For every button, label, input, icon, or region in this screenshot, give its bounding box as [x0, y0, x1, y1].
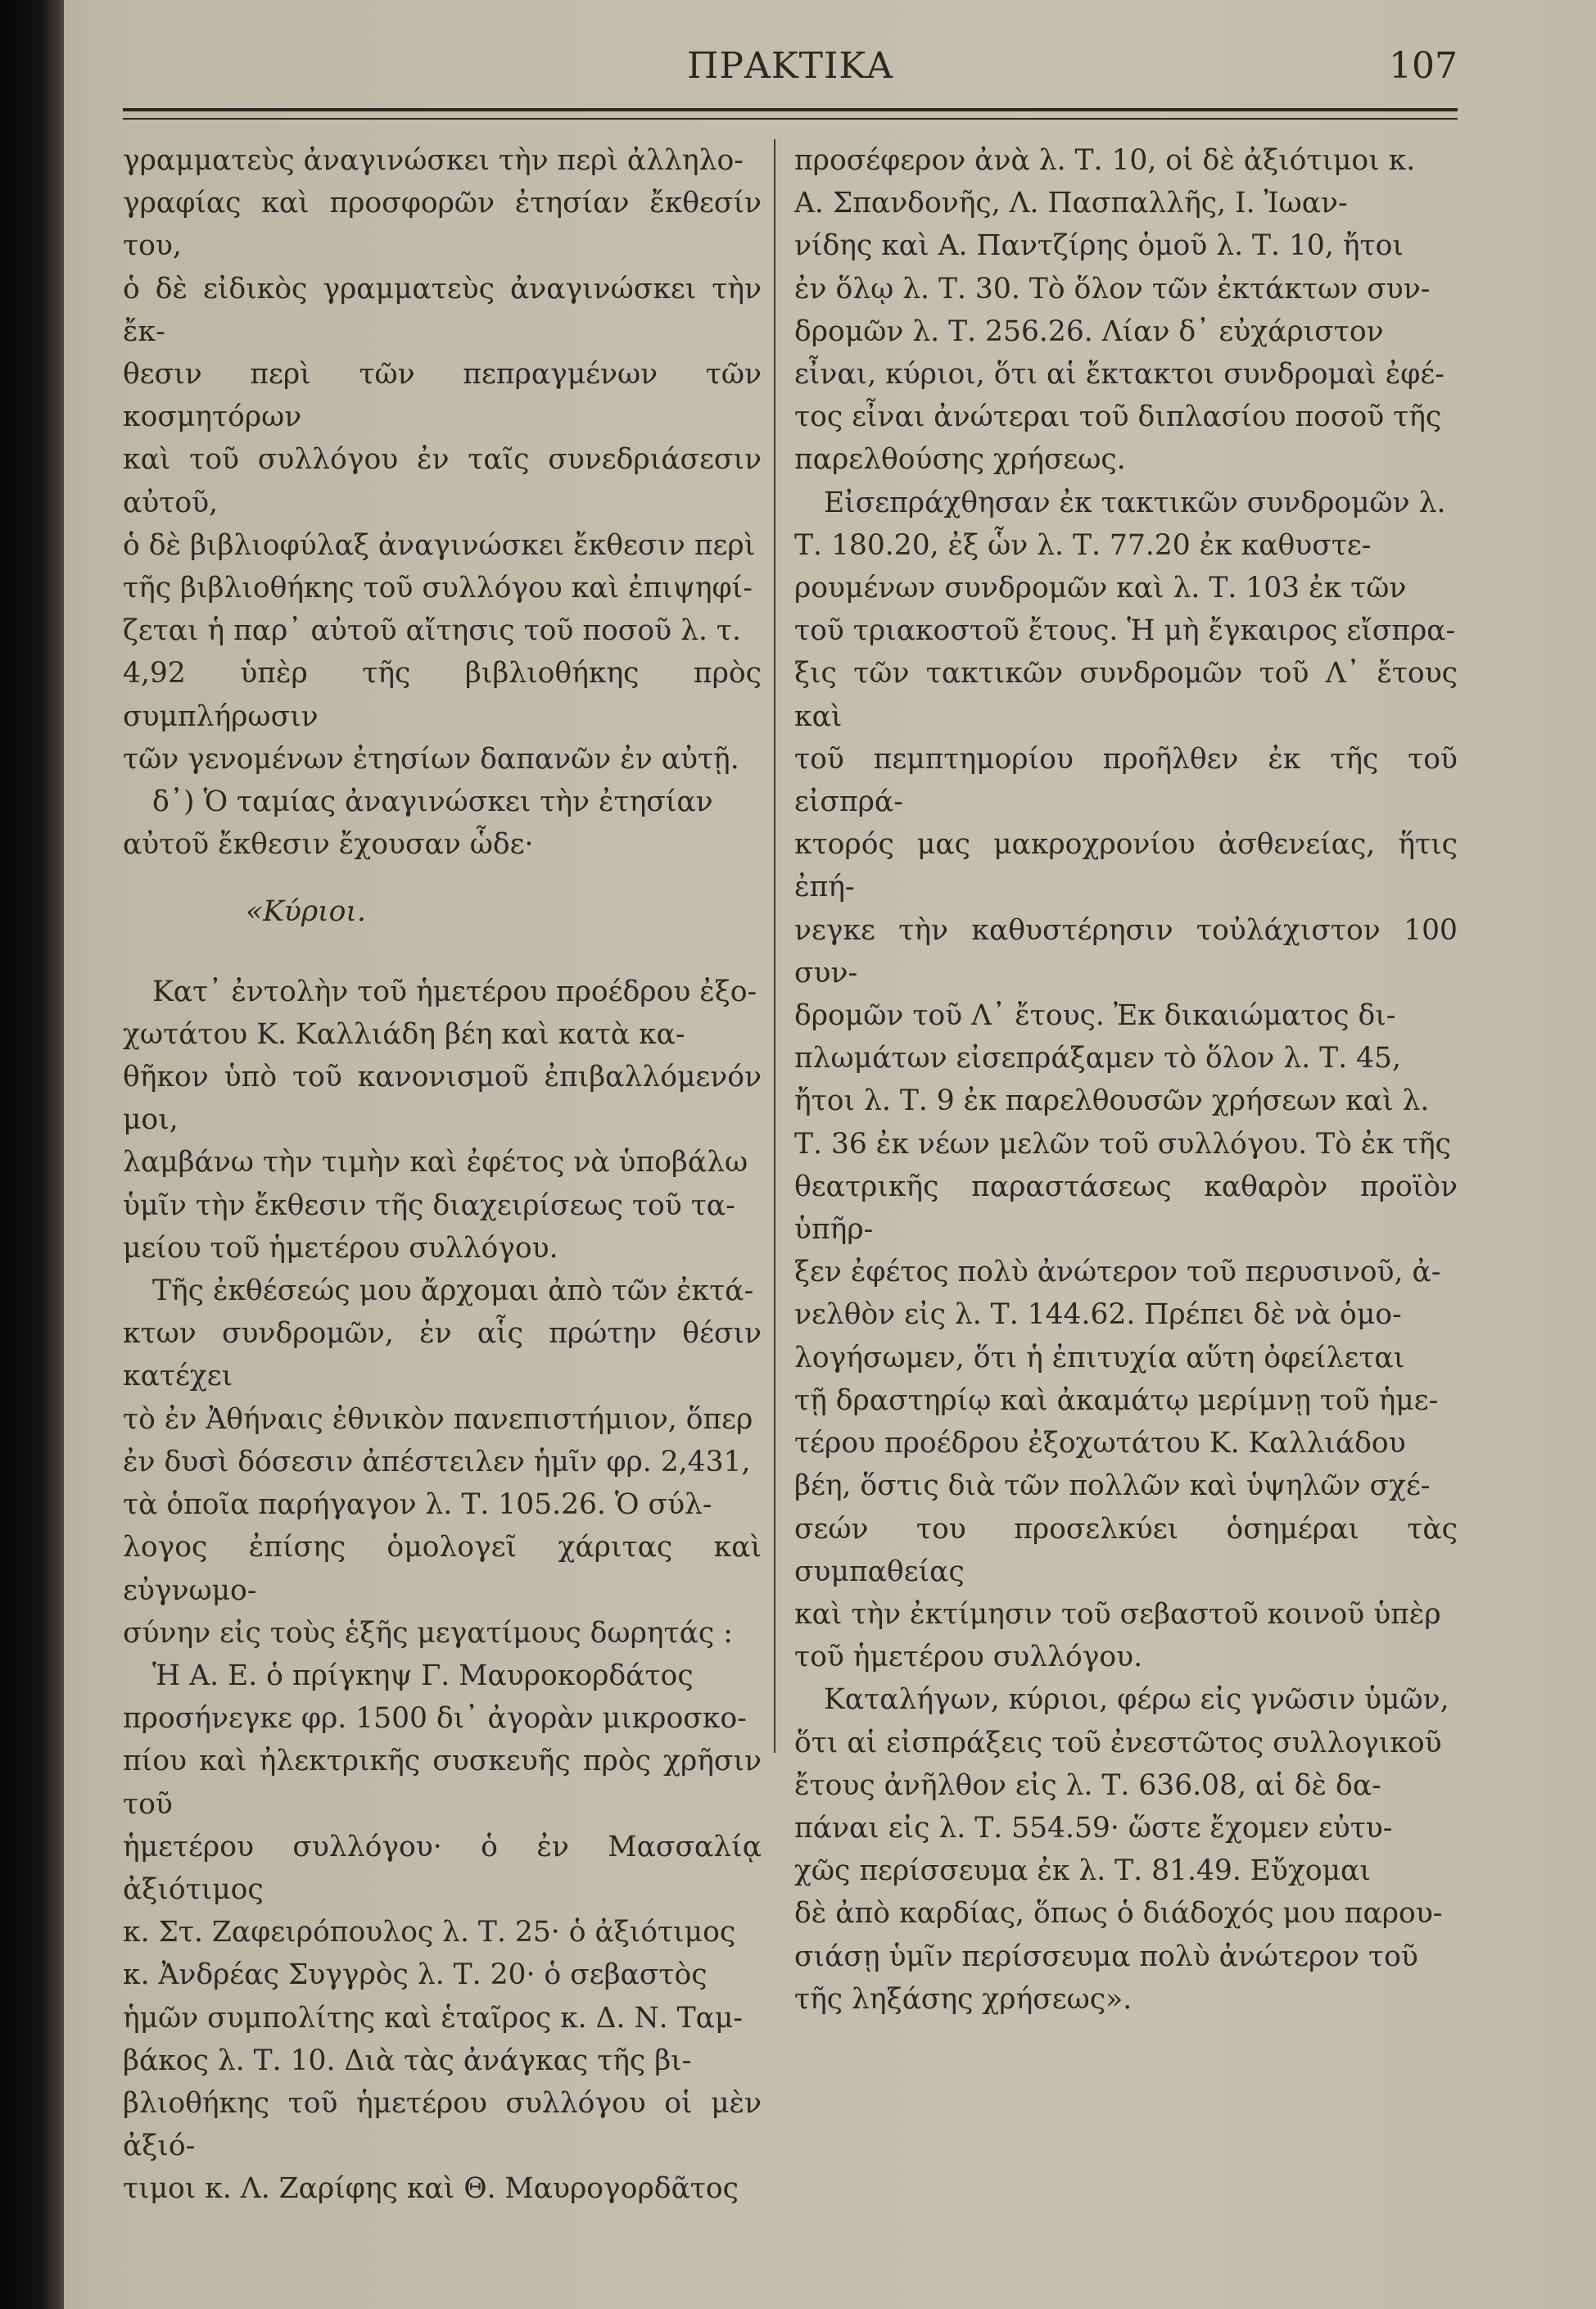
left-paragraph-5: Ἡ Α. Ε. ὁ πρίγκηψ Γ. Μαυροκορδάτος προσήνεγκε φρ. 1500 δι᾽ ἀγορὰν μικροσκο- πίου καὶ ἠλεκτρικῆς συσκευῆς πρὸς χρῆσιν τοῦ ἡμετέρου συλλόγου· ὁ ἐν Μασσαλίᾳ ἀξιότιμος κ. Στ. Ζαφειρόπουλος λ. Τ. 25· ὁ ἀξιότιμος κ. Ἀνδρέας Συγγρὸς λ. Τ. 20· ὁ σεβαστὸς ἡμῶν συμπολίτης καὶ ἑταῖρος κ. Δ. Ν. Ταμ- βάκος λ. Τ. 10. Διὰ τὰς ἀνάγκας τῆς βι- βλιοθήκης τοῦ ἡμετέρου συλλόγου οἱ μὲν ἀξιό- τιμοι κ. Λ. Ζαρίφης καὶ Θ. Μαυρογορδᾶτος [123, 1659, 762, 2206]
left-paragraph-3: Κατ᾽ ἐντολὴν τοῦ ἡμετέρου προέδρου ἐξο- χωτάτου Κ. Καλλιάδη βέη καὶ κατὰ κα- θῆκον ὑπὸ τοῦ κανονισμοῦ ἐπιβαλλόμενόν μοι, λαμβάνω τὴν τιμὴν καὶ ἐφέτος νὰ ὑποβάλω ὑμῖν τὴν ἔκθεσιν τῆς διαχειρίσεως τοῦ τα- μείου τοῦ ἡμετέρου συλλόγου. [123, 975, 762, 1265]
salutation: «Κύριοι. [246, 895, 366, 929]
page-number: 107 [1389, 45, 1458, 87]
right-paragraph-2: Εἰσεπράχθησαν ἐκ τακτικῶν συνδρομῶν λ. Τ. 180.20, ἐξ ὧν λ. Τ. 77.20 ἐκ καθυστε- ρουμένων συνδρομῶν καὶ λ. Τ. 103 ἐκ τῶν τοῦ τριακοστοῦ ἔτους. Ἡ μὴ ἔγκαιρος εἴσπρα- ξις τῶν τακτικῶν συνδρομῶν τοῦ Λ᾽ ἔτους καὶ τοῦ πεμπτημορίου προῆλθεν ἐκ τῆς τοῦ εἰσπρά- κτορός μας μακροχρονίου ἀσθενείας, ἥτις ἐπή- νεγκε τὴν καθυστέρησιν τοὐλάχιστον 100 συν- δρομῶν τοῦ Λ᾽ ἔτους. Ἐκ δικαιώματος δι- πλωμάτων εἰσεπράξαμεν τὸ ὅλον λ. Τ. 45, ἤτοι λ. Τ. 9 ἐκ παρελθουσῶν χρήσεων καὶ λ. Τ. 36 ἐκ νέων μελῶν τοῦ συλλόγου. Τὸ ἐκ τῆς θεατρικῆς παραστάσεως καθαρὸν προϊὸν ὑπῆρ- ξεν ἐφέτος πολὺ ἀνώτερον τοῦ περυσινοῦ, ἀ- νελθὸν εἰς λ. Τ. 144.62. Πρέπει δὲ νὰ ὁμο- λογήσωμεν, ὅτι ἡ ἐπιτυχία αὕτη ὀφείλεται τῇ δραστηρίῳ καὶ ἀκαμάτῳ μερίμνῃ τοῦ ἡμε- τέρου προέδρου ἐξοχωτάτου Κ. Καλλιάδου βέη, ὅστις διὰ τῶν πολλῶν καὶ ὑψηλῶν σχέ- σεών του προσελκύει ὁσημέραι τὰς συμπαθείας καὶ τὴν ἐκτίμησιν τοῦ σεβαστοῦ κοινοῦ ὑπὲρ τοῦ ἡμετέρου συλλόγου. [794, 486, 1458, 1674]
running-head: ΠΡΑΚΤΙΚΑ [687, 45, 893, 87]
left-paragraph-1: γραμματεὺς ἀναγινώσκει τὴν περὶ ἀλληλο- γραφίας καὶ προσφορῶν ἐτησίαν ἔκθεσίν του, ὁ δὲ εἰδικὸς γραμματεὺς ἀναγινώσκει τὴν ἔκ- θεσιν περὶ τῶν πεπραγμένων τῶν κοσμητόρων καὶ τοῦ συλλόγου ἐν ταῖς συνεδριάσεσιν αὐτοῦ, ὁ δὲ βιβλιοφύλαξ ἀναγινώσκει ἔκθεσιν περὶ τῆς βιβλιοθήκης τοῦ συλλόγου καὶ ἐπιψηφί- ζεται ἡ παρ᾽ αὐτοῦ αἴτησις τοῦ ποσοῦ λ. τ. 4,92 ὑπὲρ τῆς βιβλιοθήκης πρὸς συμπλήρωσιν τῶν γενομένων ἐτησίων δαπανῶν ἐν αὐτῇ. [123, 144, 762, 776]
book-spine-shadow [0, 0, 64, 2309]
right-paragraph-3: Καταλήγων, κύριοι, φέρω εἰς γνῶσιν ὑμῶν, ὅτι αἱ εἰσπράξεις τοῦ ἐνεστῶτος συλλογικοῦ ἔτους ἀνῆλθον εἰς λ. Τ. 636.08, αἱ δὲ δα- πάναι εἰς λ. Τ. 554.59· ὥστε ἔχομεν εὐτυ- χῶς περίσσευμα ἐκ λ. Τ. 81.49. Εὔχομαι δὲ ἀπὸ καρδίας, ὅπως ὁ διάδοχός μου παρου- σιάσῃ ὑμῖν περίσσευμα πολὺ ἀνώτερον τοῦ τῆς ληξάσης χρήσεως». [794, 1683, 1449, 2016]
left-paragraph-4: Τῆς ἐκθέσεώς μου ἄρχομαι ἀπὸ τῶν ἐκτά- κτων συνδρομῶν, ἐν αἷς πρώτην θέσιν κατέχει τὸ ἐν Ἀθήναις ἐθνικὸν πανεπιστήμιον, ὅπερ ἐν δυσὶ δόσεσιν ἀπέστειλεν ἡμῖν φρ. 2,431, τὰ ὁποῖα παρήγαγον λ. Τ. 105.26. Ὁ σύλ- λογος ἐπίσης ὁμολογεῖ χάριτας καὶ εὐγνωμο- σύνην εἰς τοὺς ἑξῆς μεγατίμους δωρητάς : [123, 1274, 762, 1650]
left-paragraph-2: δ᾽) Ὁ ταμίας ἀναγινώσκει τὴν ἐτησίαν αὐτοῦ ἔκθεσιν ἔχουσαν ὧδε· [123, 786, 713, 862]
header-rule-thin [123, 118, 1458, 120]
right-paragraph-1: προσέφερον ἀνὰ λ. Τ. 10, οἱ δὲ ἀξιότιμοι κ. Α. Σπανδονῆς, Λ. Πασπαλλῆς, Ι. Ἰωαν- νίδης καὶ Α. Παντζίρης ὁμοῦ λ. Τ. 10, ἤτοι ἐν ὅλῳ λ. Τ. 30. Τὸ ὅλον τῶν ἐκτάκτων συν- δρομῶν λ. Τ. 256.26. Λίαν δ᾽ εὐχάριστον εἶναι, κύριοι, ὅτι αἱ ἔκτακτοι συνδρομαὶ ἐφέ- τος εἶναι ἀνώτεραι τοῦ διπλασίου ποσοῦ τῆς παρελθούσης χρήσεως. [794, 144, 1445, 477]
column-divider [774, 139, 775, 1753]
right-column [794, 139, 1458, 2021]
header-rule-thick [123, 108, 1458, 111]
page-header [123, 45, 1458, 102]
left-column [123, 139, 762, 2211]
